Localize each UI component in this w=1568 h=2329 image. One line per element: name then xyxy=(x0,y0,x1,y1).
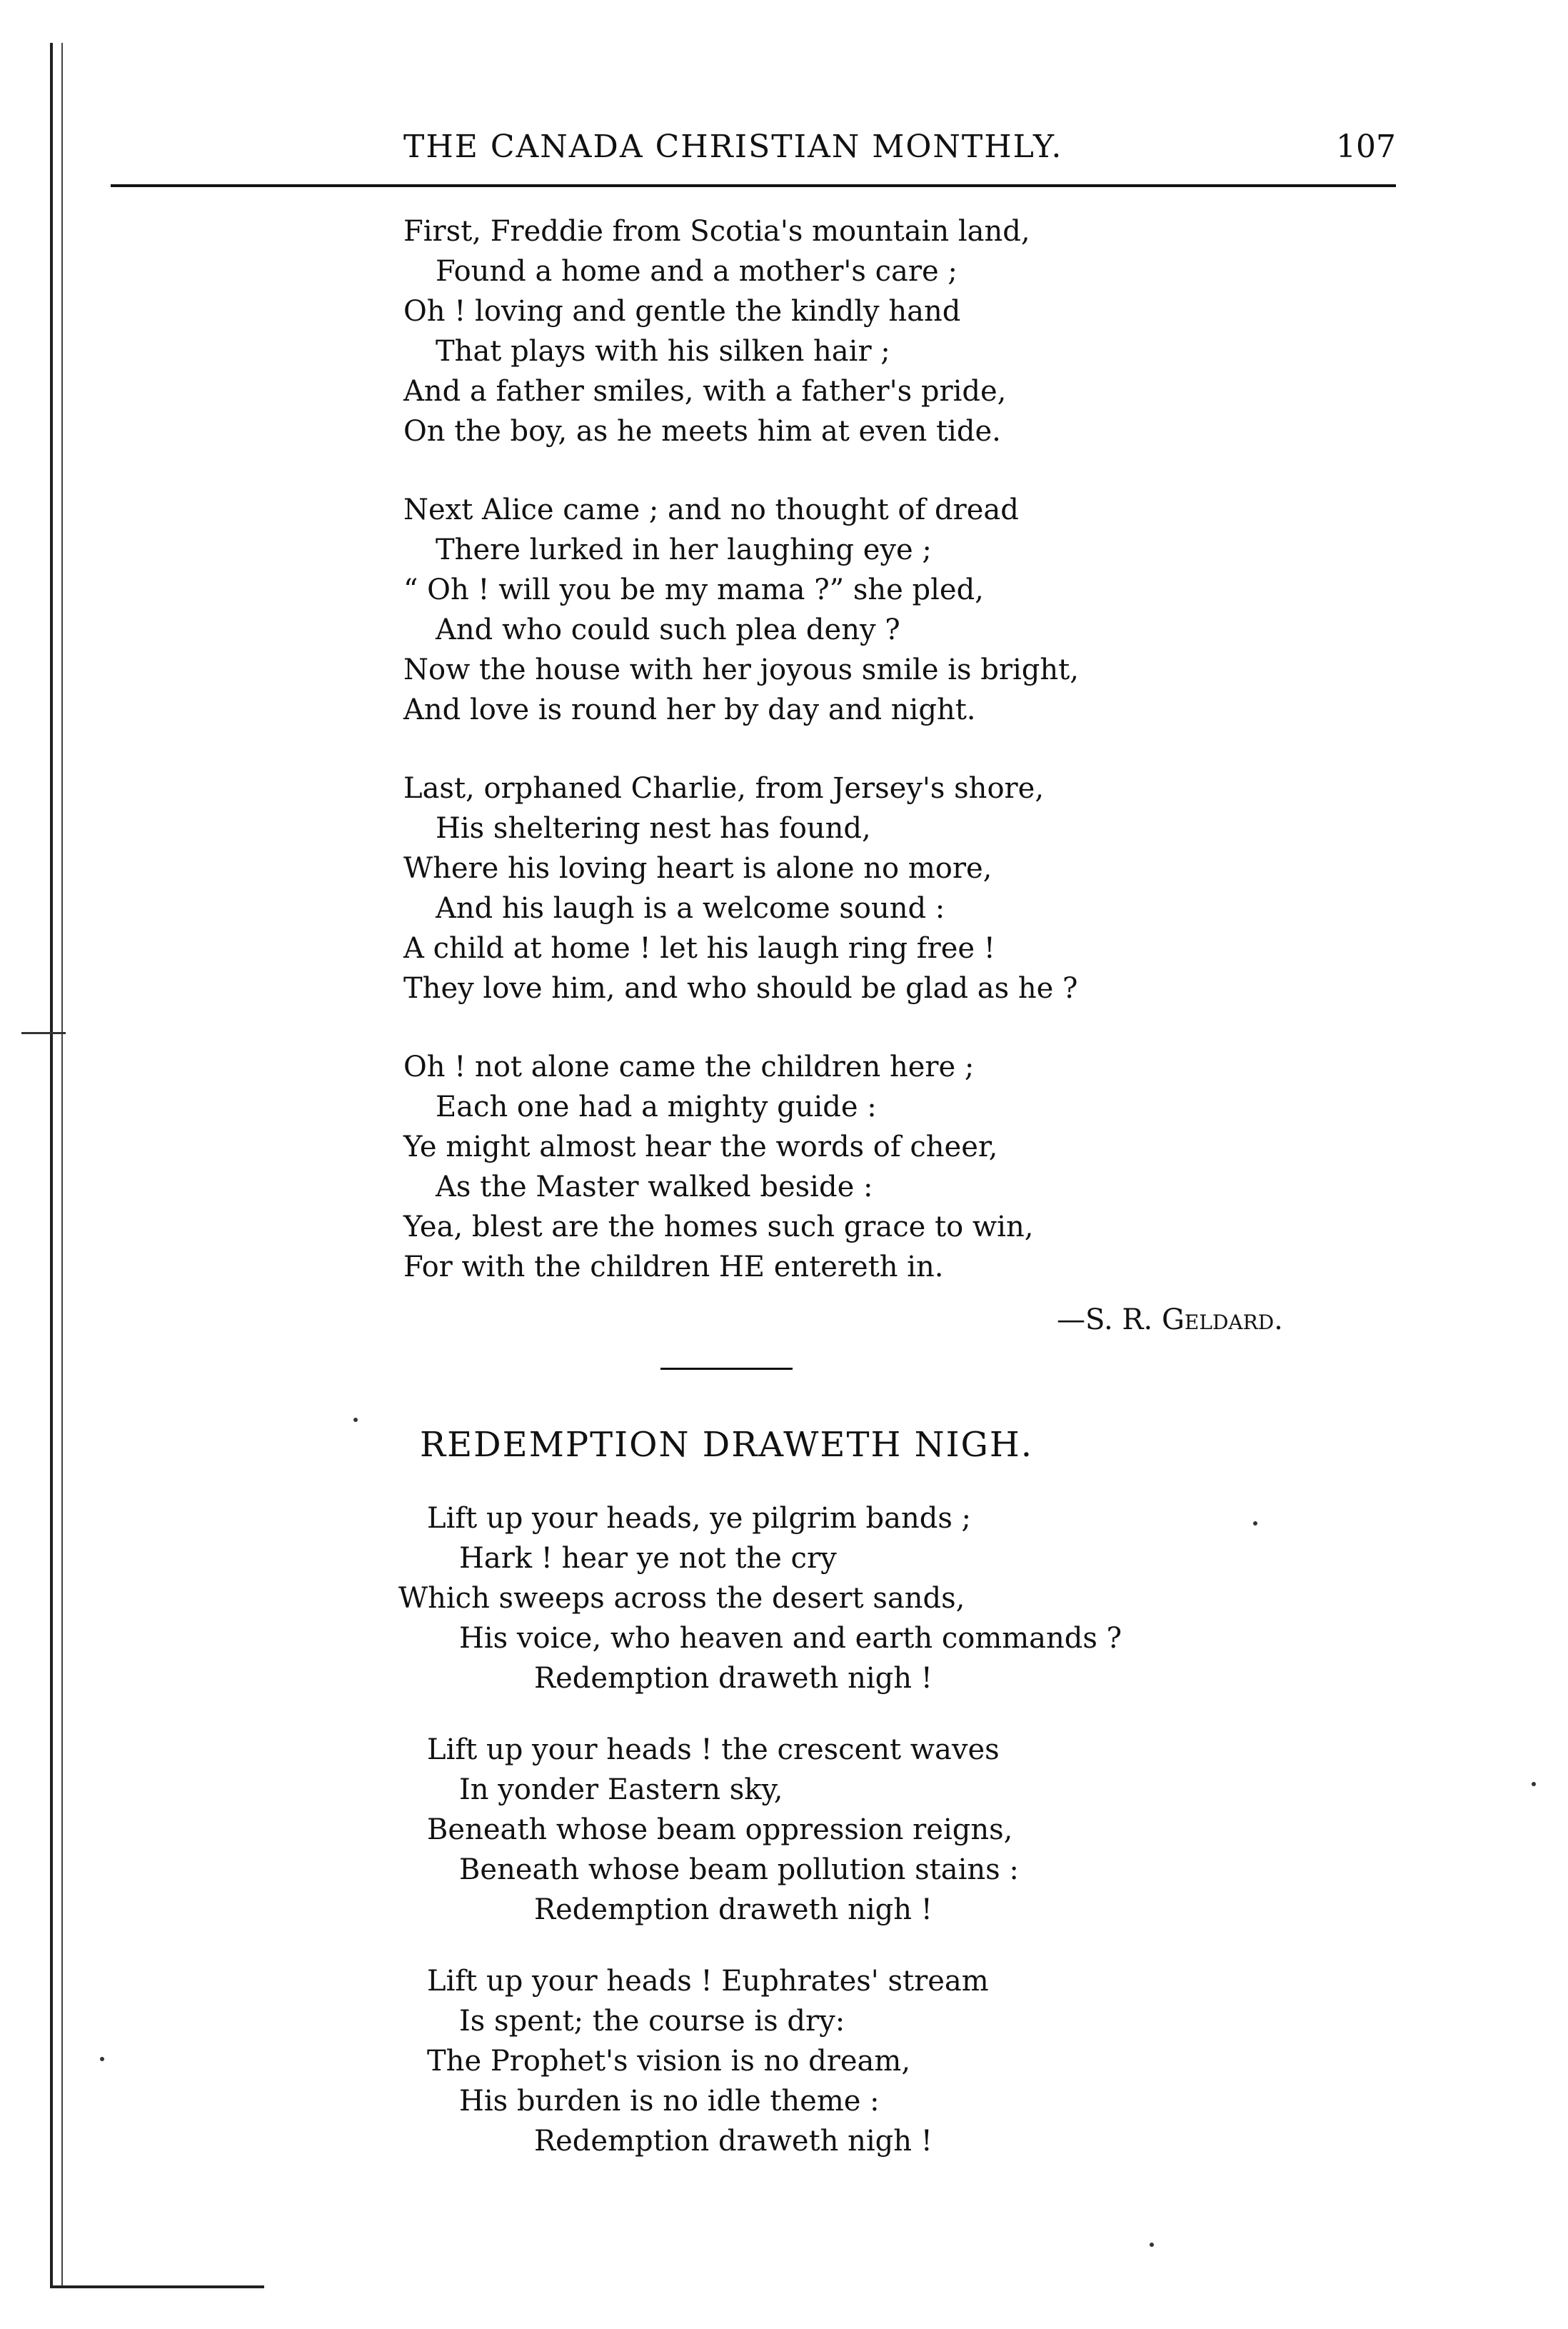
verse-line: For with the children HE entereth in. xyxy=(403,1251,944,1283)
scan-speck xyxy=(100,2057,104,2061)
section-separator xyxy=(660,1368,793,1370)
verse-line: And who could such plea deny ? xyxy=(436,613,900,646)
verse-line: Last, orphaned Charlie, from Jersey's shore, xyxy=(403,772,1045,805)
verse-line: And a father smiles, with a father's pride, xyxy=(403,375,1007,408)
verse-line: Yea, blest are the homes such grace to win, xyxy=(403,1211,1034,1243)
poem-children xyxy=(403,211,1079,1287)
verse-line: Hark ! hear ye not the cry xyxy=(459,1542,837,1575)
binding-bottom-edge xyxy=(50,2285,264,2288)
verse-line: Oh ! not alone came the children here ; xyxy=(403,1051,975,1083)
verse-line: The Prophet's vision is no dream, xyxy=(427,2045,911,2078)
poem-title: REDEMPTION DRAWETH NIGH. xyxy=(420,1425,1034,1465)
poem-attribution: —S. R. Geldard. xyxy=(1057,1303,1283,1336)
binding-mark xyxy=(21,1032,66,1034)
stanza-gap xyxy=(403,1008,1079,1047)
verse-line: Now the house with her joyous smile is bright, xyxy=(403,653,1079,686)
stanza-3 xyxy=(403,768,1079,1008)
stanza-gap xyxy=(427,1698,1122,1730)
scan-speck xyxy=(1150,2243,1154,2247)
verse-refrain: Redemption draweth nigh ! xyxy=(534,1662,933,1695)
stanza-gap xyxy=(403,451,1079,490)
verse-line: A child at home ! let his laugh ring free ! xyxy=(403,932,995,965)
scan-speck xyxy=(1532,1782,1536,1786)
verse-line: And his laugh is a welcome sound : xyxy=(436,892,945,925)
verse-line: And love is round her by day and night. xyxy=(403,693,976,726)
stanza-2 xyxy=(403,490,1079,730)
stanza-1 xyxy=(403,211,1079,451)
verse-line: Lift up your heads ! Euphrates' stream xyxy=(427,1965,989,1998)
verse-line: As the Master walked beside : xyxy=(436,1171,873,1203)
verse-line: They love him, and who should be glad as he ? xyxy=(403,972,1078,1005)
journal-title: THE CANADA CHRISTIAN MONTHLY. xyxy=(403,129,1063,165)
verse-line: Lift up your heads, ye pilgrim bands ; xyxy=(427,1502,972,1535)
stanza-1 xyxy=(398,1498,1122,1698)
verse-line: His sheltering nest has found, xyxy=(436,812,871,845)
verse-line: In yonder Eastern sky, xyxy=(459,1773,783,1806)
verse-line: His voice, who heaven and earth commands ? xyxy=(459,1622,1122,1655)
header-rule xyxy=(111,184,1396,187)
verse-line: On the boy, as he meets him at even tide. xyxy=(403,415,1001,448)
verse-line: Where his loving heart is alone no more, xyxy=(403,852,992,885)
verse-line: “ Oh ! will you be my mama ?” she pled, xyxy=(403,574,984,606)
verse-refrain: Redemption draweth nigh ! xyxy=(534,1893,933,1926)
page-number: 107 xyxy=(1336,129,1396,165)
verse-refrain: Redemption draweth nigh ! xyxy=(534,2125,933,2158)
scan-speck xyxy=(353,1418,358,1422)
running-header xyxy=(111,129,1396,186)
stanza-gap xyxy=(427,1930,1122,1961)
verse-line: Lift up your heads ! the crescent waves xyxy=(427,1733,1000,1766)
verse-line: His burden is no idle theme : xyxy=(459,2085,880,2118)
scan-speck xyxy=(1253,1521,1257,1526)
page-binding-edge xyxy=(50,43,63,2285)
verse-line: First, Freddie from Scotia's mountain land, xyxy=(403,215,1030,248)
stanza-4 xyxy=(403,1047,1079,1287)
verse-line: Oh ! loving and gentle the kindly hand xyxy=(403,295,961,328)
verse-line: Each one had a mighty guide : xyxy=(436,1091,877,1123)
poem-redemption xyxy=(398,1498,1122,2161)
verse-line: Is spent; the course is dry: xyxy=(459,2005,845,2038)
verse-line: That plays with his silken hair ; xyxy=(436,335,890,368)
verse-line: Found a home and a mother's care ; xyxy=(436,255,958,288)
verse-line: Ye might almost hear the words of cheer, xyxy=(403,1131,998,1163)
verse-line: Beneath whose beam pollution stains : xyxy=(459,1853,1019,1886)
verse-line: There lurked in her laughing eye ; xyxy=(436,534,932,566)
verse-line: Beneath whose beam oppression reigns, xyxy=(427,1813,1013,1846)
stanza-gap xyxy=(403,730,1079,768)
verse-line: Next Alice came ; and no thought of dread xyxy=(403,494,1019,526)
stanza-2 xyxy=(427,1730,1122,1930)
stanza-3 xyxy=(427,1961,1122,2161)
verse-line: Which sweeps across the desert sands, xyxy=(398,1582,965,1615)
